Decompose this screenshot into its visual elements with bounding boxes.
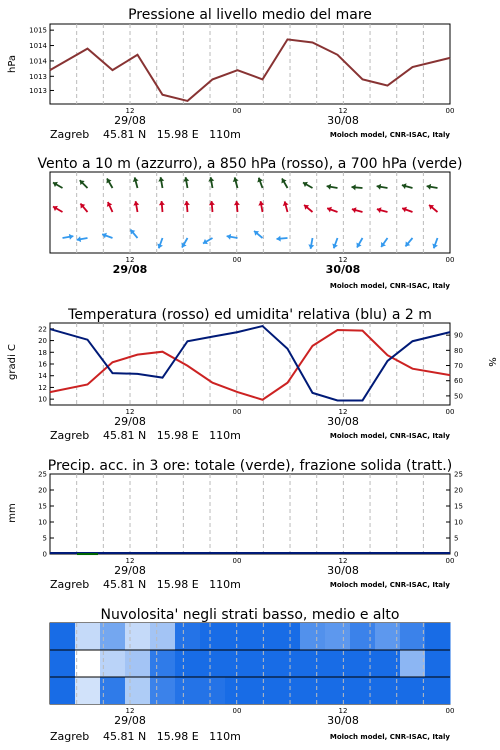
cloud-cell (50, 677, 76, 704)
cloud-cell (325, 677, 351, 704)
wind-barb (227, 234, 238, 240)
time-tick-label: 12 (338, 256, 348, 264)
temperature-ylabel: gradi C (7, 344, 18, 380)
cloud-cell (200, 623, 226, 650)
temperature-title: Temperatura (rosso) ed umidita' relativa (blu) a 2 m (68, 307, 432, 323)
wind-barb (402, 183, 413, 189)
wind-barb (327, 207, 337, 213)
wind-barb (257, 178, 263, 188)
model-credit: Moloch model, CNR-ISAC, Italy (329, 432, 450, 440)
wind-barb (53, 182, 63, 188)
wind-barb (277, 236, 288, 242)
cloud-cell (425, 650, 451, 677)
precipitation-footer (50, 578, 450, 591)
y-tick-label: 0 (42, 550, 47, 559)
model-credit: Moloch model, CNR-ISAC, Italy (329, 581, 450, 589)
time-tick-label: 00 (445, 557, 455, 565)
location-coords: 45.81 N 15.98 E 110m (103, 578, 241, 591)
cloud-cell (75, 623, 101, 650)
time-tick-label: 12 (125, 107, 135, 115)
y-tick-label-right: 20 (454, 486, 463, 495)
time-tick-label: 12 (125, 256, 135, 264)
wind-barb (53, 206, 63, 212)
cloud-cell (275, 623, 301, 650)
time-tick-label: 12 (125, 707, 135, 715)
wind-barb (107, 202, 113, 212)
y-tick-label: 1013 (29, 86, 47, 95)
time-tick-label: 00 (232, 107, 242, 115)
cloud-cell (75, 650, 101, 677)
wind-barb (159, 201, 165, 212)
precip-bar (77, 553, 98, 555)
cloud-cell (300, 623, 326, 650)
wind-barb (281, 178, 287, 188)
y-tick-label-right: 25 (454, 470, 463, 479)
model-credit: Moloch model, CNR-ISAC, Italy (329, 733, 450, 741)
wind-barb-head (208, 177, 214, 181)
cloud-cell (225, 677, 251, 704)
cloud-cell (125, 650, 151, 677)
wind-barb (332, 238, 338, 248)
wind-barb-head (427, 184, 431, 190)
time-tick-label: 12 (338, 707, 348, 715)
wind-barb (157, 238, 163, 248)
precipitation-ylabel: mm (7, 503, 18, 523)
wind-barb (77, 236, 88, 242)
time-tick-label: 00 (232, 707, 242, 715)
cloud-cell (200, 650, 226, 677)
date-label: 30/08 (327, 564, 359, 577)
y-tick-label-right: 15 (454, 502, 463, 511)
wind-barb-head (69, 234, 73, 240)
wind-barb (233, 177, 239, 188)
cloud-cell (425, 677, 451, 704)
wind-barb (377, 207, 388, 213)
date-label: 30/08 (327, 114, 359, 127)
cloud-cell (150, 650, 176, 677)
cloud-cell (175, 650, 201, 677)
y-tick-label: 1013 (29, 72, 47, 81)
wind-barb-head (308, 244, 314, 248)
cloud-cell (350, 623, 376, 650)
wind-barb (133, 177, 139, 188)
location-name: Zagreb (50, 128, 90, 141)
wind-barb (63, 234, 74, 240)
cloud-title: Nuvolosita' negli strati basso, medio e alto (100, 607, 400, 623)
date-label: 30/08 (327, 415, 359, 428)
time-tick-label: 00 (445, 107, 455, 115)
cloud-cell (250, 650, 276, 677)
wind-barb-head (277, 236, 281, 242)
wind-barb (283, 201, 289, 212)
wind-barb-head (158, 177, 164, 181)
temperature-footer (50, 429, 450, 442)
time-tick-label: 00 (232, 408, 242, 416)
time-tick-label: 00 (445, 256, 455, 264)
precipitation-title: Precip. acc. in 3 ore: totale (verde), frazione solida (tratt.) (47, 458, 453, 474)
y-tick-label: 18 (38, 348, 47, 357)
wind-barb (130, 230, 137, 238)
date-label: 29/08 (112, 263, 148, 276)
wind-barb (402, 207, 412, 213)
wind-barb (158, 177, 164, 188)
location-name: Zagreb (50, 730, 90, 743)
date-label: 29/08 (114, 564, 146, 577)
cloud-cell (175, 677, 201, 704)
wind-barb (80, 180, 88, 188)
cloud-cell (150, 677, 176, 704)
location-name: Zagreb (50, 578, 90, 591)
location-coords: 45.81 N 15.98 E 110m (103, 128, 241, 141)
cloud-cell (425, 623, 451, 650)
wind-barb-head (77, 236, 81, 242)
wind-barb (80, 204, 87, 212)
cloud-cell (125, 677, 151, 704)
wind-barb-head (183, 177, 189, 181)
y-tick-label: 10 (38, 395, 47, 404)
pressure-line (50, 39, 450, 101)
location-name: Zagreb (50, 429, 90, 442)
cloud-cell (125, 623, 151, 650)
cloud-cell (150, 623, 176, 650)
cloud-heatmap (50, 623, 451, 704)
wind-barb (429, 205, 437, 212)
cloud-cell (50, 623, 76, 650)
wind-barb (381, 238, 387, 247)
cloud-cell (350, 677, 376, 704)
wind-barb-head (352, 184, 356, 190)
cloud-cell (225, 623, 251, 650)
y-tick-label: 1014 (29, 57, 47, 66)
cloud-cell (250, 623, 276, 650)
wind-barb-head (234, 201, 240, 205)
model-credit: Moloch model, CNR-ISAC, Italy (329, 131, 450, 139)
precipitation-plot-frame (50, 474, 450, 554)
cloud-cell (275, 650, 301, 677)
y-tick-label: 20 (38, 337, 47, 346)
series-line (50, 330, 450, 400)
y-tick-label: 14 (38, 372, 47, 381)
date-label: 29/08 (114, 114, 146, 127)
wind-barb (203, 238, 213, 244)
cloud-cell (50, 650, 76, 677)
cloud-cell (250, 677, 276, 704)
location-coords: 45.81 N 15.98 E 110m (103, 730, 241, 743)
y-tick-label: 20 (38, 486, 47, 495)
y-tick-label: 1015 (29, 26, 47, 35)
cloud-cell (350, 650, 376, 677)
wind-barb-head (184, 201, 190, 205)
y-tick-label: 5 (42, 534, 47, 543)
cloud-cell (300, 677, 326, 704)
wind-title: Vento a 10 m (azzurro), a 850 hPa (rosso), a 700 hPa (verde) (37, 156, 463, 172)
y-tick-label-right: 5 (454, 534, 459, 543)
date-label: 30/08 (325, 263, 361, 276)
cloud-cell (200, 677, 226, 704)
y-tick-label: 10 (38, 518, 47, 527)
y-tick-label-right: 10 (454, 518, 463, 527)
y-tick-label-right: 0 (454, 550, 459, 559)
wind-barb-head (227, 234, 231, 240)
wind-barb (427, 184, 438, 190)
wind-barb (106, 178, 112, 188)
date-label: 29/08 (114, 415, 146, 428)
wind-barb (405, 238, 412, 246)
time-tick-label: 00 (445, 408, 455, 416)
wind-barb (184, 201, 190, 212)
y-tick-label: 22 (38, 325, 47, 334)
pressure-title: Pressione al livello medio del mare (128, 7, 372, 23)
wind-barb-head (327, 184, 331, 190)
time-tick-label: 12 (125, 408, 135, 416)
wind-barb (234, 201, 240, 212)
wind-barb (352, 207, 363, 213)
y-tick-label-right: 70 (454, 362, 463, 371)
y-tick-label-right: 90 (454, 331, 463, 340)
cloud-cell (275, 677, 301, 704)
wind-barb (254, 231, 262, 238)
wind-barb (303, 182, 313, 188)
pressure-footer (50, 128, 450, 141)
cloud-cell (175, 623, 201, 650)
cloud-cell (75, 677, 101, 704)
y-tick-label-right: 60 (454, 377, 463, 386)
humidity-ylabel: % (486, 357, 497, 367)
cloud-cell (325, 650, 351, 677)
cloud-cell (300, 650, 326, 677)
wind-barb (352, 184, 363, 190)
wind-barb (304, 205, 312, 212)
pressure-plot-frame (50, 24, 450, 104)
wind-barb (327, 184, 338, 190)
location-coords: 45.81 N 15.98 E 110m (103, 429, 241, 442)
chart-marks (47, 39, 453, 555)
wind-barb (183, 177, 189, 188)
time-tick-label: 12 (338, 408, 348, 416)
y-tick-label-right: 50 (454, 392, 463, 401)
wind-barb (356, 238, 362, 248)
wind-barb (208, 177, 214, 188)
wind-barb (133, 201, 139, 212)
y-tick-label: 16 (38, 360, 47, 369)
wind-barb (181, 238, 187, 248)
time-tick-label: 12 (125, 557, 135, 565)
wind-barb (432, 238, 438, 248)
cloud-cell (225, 650, 251, 677)
wind-barb (308, 238, 314, 249)
time-tick-label: 12 (338, 557, 348, 565)
time-tick-label: 00 (445, 707, 455, 715)
time-tick-label: 00 (232, 557, 242, 565)
cloud-footer (50, 730, 450, 743)
y-tick-label: 25 (38, 470, 47, 479)
date-label: 30/08 (327, 714, 359, 727)
y-tick-label-right: 80 (454, 346, 463, 355)
wind-footer (330, 282, 451, 290)
cloud-cell (325, 623, 351, 650)
time-tick-label: 12 (338, 107, 348, 115)
cloud-cell (400, 677, 426, 704)
model-credit: Moloch model, CNR-ISAC, Italy (329, 282, 450, 290)
pressure-ylabel: hPa (7, 54, 18, 74)
y-tick-label: 15 (38, 502, 47, 511)
cloud-cell (400, 650, 426, 677)
y-tick-label: 12 (38, 383, 47, 392)
date-label: 29/08 (114, 714, 146, 727)
wind-barb-head (377, 184, 381, 190)
wind-barb-head (159, 201, 165, 205)
wind-barb-head (133, 201, 139, 205)
cloud-cell (400, 623, 426, 650)
time-tick-label: 00 (232, 256, 242, 264)
wind-barb (377, 184, 388, 190)
y-tick-label: 1014 (29, 42, 47, 51)
